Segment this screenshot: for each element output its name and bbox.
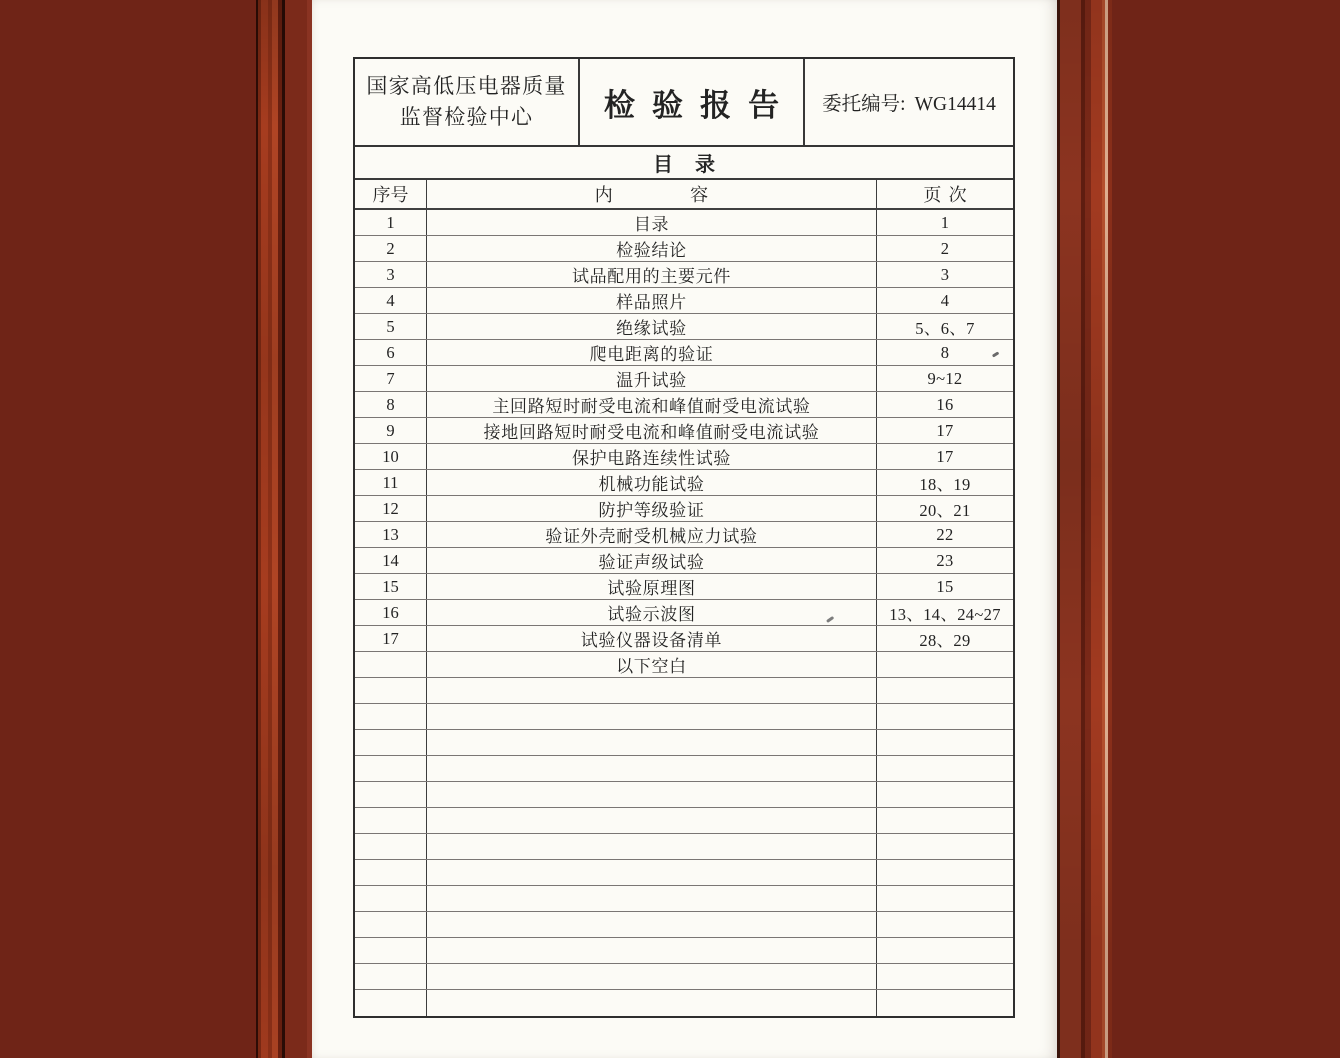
cell-no: 3 <box>355 262 427 287</box>
org-name-line2: 监督检验中心 <box>399 105 534 129</box>
table-row <box>355 210 1013 236</box>
cell-no <box>355 782 427 807</box>
table-row <box>355 392 1013 418</box>
cell-content <box>427 756 877 781</box>
table-row <box>355 262 1013 288</box>
cell-no <box>355 912 427 937</box>
cell-content: 爬电距离的验证 <box>427 340 877 365</box>
cell-pages: 1 <box>940 212 950 232</box>
cell-content: 样品照片 <box>427 288 877 313</box>
cell-content: 目录 <box>427 210 877 235</box>
table-row <box>355 366 1013 392</box>
cell-no: 14 <box>355 548 427 573</box>
table-row <box>355 522 1013 548</box>
cell-no: 8 <box>355 392 427 417</box>
cell-pages <box>877 730 1013 755</box>
cell-content: 机械功能试验 <box>427 470 877 495</box>
cell-pages <box>877 834 1013 859</box>
table-row <box>355 782 1013 808</box>
cell-pages: 28、29 <box>919 630 971 650</box>
table-row <box>355 288 1013 314</box>
cell-no: 16 <box>355 600 427 625</box>
table-row <box>355 756 1013 782</box>
table-row <box>355 548 1013 574</box>
org-name-line1: 国家高低压电器质量 <box>366 74 567 98</box>
cell-content <box>427 808 877 833</box>
cell-no <box>355 964 427 989</box>
cell-no: 1 <box>355 210 427 235</box>
cell-pages: 17 <box>936 446 954 466</box>
table-row <box>355 600 1013 626</box>
cell-content: 接地回路短时耐受电流和峰值耐受电流试验 <box>427 418 877 443</box>
commission-number-cell <box>805 59 1013 145</box>
frame-inner-band-left <box>285 0 312 1058</box>
table-row <box>355 704 1013 730</box>
cell-pages <box>877 990 1013 1016</box>
cell-no: 12 <box>355 496 427 521</box>
column-header-row <box>355 180 1013 210</box>
table-row <box>355 314 1013 340</box>
cell-pages: 13、14、24~27 <box>889 604 1001 624</box>
cell-content: 以下空白 <box>427 652 877 677</box>
cell-content: 试验原理图 <box>427 574 877 599</box>
cell-content: 主回路短时耐受电流和峰值耐受电流试验 <box>427 392 877 417</box>
cell-pages: 23 <box>936 550 954 570</box>
cell-no: 5 <box>355 314 427 339</box>
cell-pages <box>877 808 1013 833</box>
cell-no <box>355 704 427 729</box>
cell-content: 试验示波图 <box>427 600 877 625</box>
cell-no <box>355 756 427 781</box>
cell-content <box>427 678 877 703</box>
cell-no: 10 <box>355 444 427 469</box>
cell-content: 试品配用的主要元件 <box>427 262 877 287</box>
cell-pages: 17 <box>936 420 954 440</box>
cell-no: 17 <box>355 626 427 651</box>
cell-content <box>427 730 877 755</box>
cell-no <box>355 938 427 963</box>
table-body <box>355 210 1013 1016</box>
cell-pages <box>877 756 1013 781</box>
table-row <box>355 574 1013 600</box>
cell-no: 11 <box>355 470 427 495</box>
table-row <box>355 808 1013 834</box>
cell-pages: 20、21 <box>919 500 971 520</box>
cell-pages <box>877 886 1013 911</box>
cell-pages: 4 <box>940 290 950 310</box>
cell-content <box>427 782 877 807</box>
cell-pages: 8 <box>940 342 950 362</box>
section-title-row <box>355 147 1013 180</box>
table-row <box>355 470 1013 496</box>
table-row <box>355 964 1013 990</box>
cell-pages <box>877 678 1013 703</box>
column-header-no: 序号 <box>355 180 427 208</box>
toc-table <box>353 57 1015 1018</box>
cell-no <box>355 886 427 911</box>
table-row <box>355 886 1013 912</box>
cell-no: 7 <box>355 366 427 391</box>
table-row <box>355 990 1013 1016</box>
cell-no <box>355 652 427 677</box>
table-row <box>355 860 1013 886</box>
table-row <box>355 730 1013 756</box>
cell-content <box>427 834 877 859</box>
report-header-row <box>355 59 1013 147</box>
cell-pages <box>877 860 1013 885</box>
cell-content: 绝缘试验 <box>427 314 877 339</box>
org-name-cell <box>355 59 580 145</box>
cell-content <box>427 964 877 989</box>
cell-content: 防护等级验证 <box>427 496 877 521</box>
column-header-pages: 页次 <box>923 185 974 205</box>
table-row <box>355 834 1013 860</box>
cell-content: 温升试验 <box>427 366 877 391</box>
table-row <box>355 236 1013 262</box>
cell-no: 6 <box>355 340 427 365</box>
table-row <box>355 626 1013 652</box>
cell-pages <box>877 938 1013 963</box>
cell-pages <box>877 782 1013 807</box>
cell-pages: 2 <box>940 238 950 258</box>
cell-content <box>427 860 877 885</box>
cell-no: 15 <box>355 574 427 599</box>
report-title-cell <box>580 59 805 145</box>
table-row <box>355 912 1013 938</box>
table-row <box>355 678 1013 704</box>
cell-pages: 5、6、7 <box>915 318 975 338</box>
cell-content <box>427 886 877 911</box>
cell-content <box>427 990 877 1016</box>
table-row <box>355 652 1013 678</box>
column-header-content: 内容 <box>427 180 877 208</box>
commission-label: 委托编号: <box>822 94 906 115</box>
report-title: 检验报告 <box>603 87 797 123</box>
cell-pages <box>877 704 1013 729</box>
cell-no: 9 <box>355 418 427 443</box>
cell-pages: 22 <box>936 524 954 544</box>
cell-content <box>427 912 877 937</box>
cell-pages <box>877 912 1013 937</box>
table-row <box>355 340 1013 366</box>
section-title: 目录 <box>653 154 737 176</box>
table-row <box>355 938 1013 964</box>
cell-no: 13 <box>355 522 427 547</box>
cell-no: 4 <box>355 288 427 313</box>
frame-wood-strip-left <box>256 0 285 1058</box>
cell-content: 检验结论 <box>427 236 877 261</box>
table-row <box>355 444 1013 470</box>
cell-content: 验证外壳耐受机械应力试验 <box>427 522 877 547</box>
cell-no: 2 <box>355 236 427 261</box>
cell-pages: 9~12 <box>927 368 963 388</box>
cell-pages: 3 <box>940 264 950 284</box>
cell-no <box>355 860 427 885</box>
report-page <box>312 0 1057 1058</box>
cell-no <box>355 678 427 703</box>
cell-content <box>427 938 877 963</box>
cell-no <box>355 990 427 1016</box>
cell-pages: 16 <box>936 394 954 414</box>
cell-no <box>355 808 427 833</box>
cell-content: 保护电路连续性试验 <box>427 444 877 469</box>
table-row <box>355 496 1013 522</box>
cell-content: 试验仪器设备清单 <box>427 626 877 651</box>
cell-pages <box>877 652 1013 677</box>
cell-content: 验证声级试验 <box>427 548 877 573</box>
table-row <box>355 418 1013 444</box>
cell-pages <box>877 964 1013 989</box>
cell-no <box>355 730 427 755</box>
cell-pages: 18、19 <box>919 474 971 494</box>
cell-pages: 15 <box>936 576 954 596</box>
frame-wood-strip-right <box>1057 0 1112 1058</box>
commission-number: WG14414 <box>914 94 996 115</box>
cell-no <box>355 834 427 859</box>
cell-content <box>427 704 877 729</box>
